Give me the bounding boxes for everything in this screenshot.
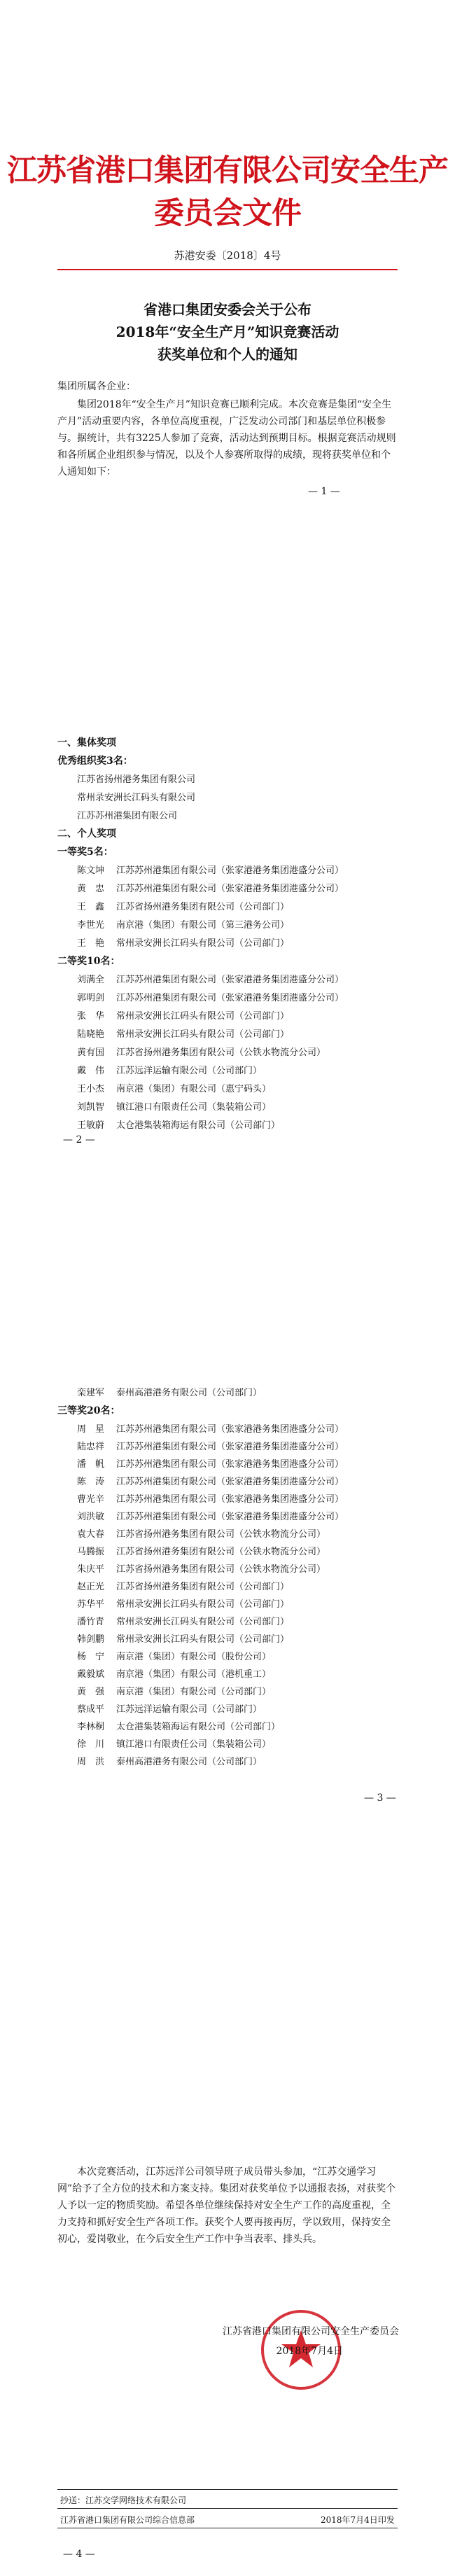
awardee-name: 朱庆平 xyxy=(77,1564,105,1575)
awardee-row xyxy=(77,1385,262,1398)
notice-title xyxy=(0,298,455,365)
notice-title-line: 2018年“安全生产月”知识竞赛活动 xyxy=(115,323,340,340)
awardee-unit: 江苏省扬州港务集团有限公司（公司部门） xyxy=(116,902,290,912)
awardee-row xyxy=(77,1008,289,1022)
awardee-row xyxy=(77,1614,289,1627)
awardee-unit: 江苏苏州港集团有限公司（张家港港务集团港盛分公司） xyxy=(116,1459,344,1470)
page-number: — 2 — xyxy=(63,1134,95,1146)
awardee-name: 戴 伟 xyxy=(77,1066,105,1076)
notice-title-line: 省港口集团安委会关于公布 xyxy=(144,301,312,318)
awardee-unit: 江苏省扬州港务集团有限公司（公铁水物流分公司） xyxy=(116,1547,326,1557)
awardee-row xyxy=(77,1649,271,1662)
document-red-header: 江苏省港口集团有限公司安全生产委员会文件 xyxy=(7,153,448,231)
section-individual-award: 二、个人奖项 xyxy=(57,828,116,840)
section-group-award: 一、集体奖项 xyxy=(57,737,116,749)
awardee-unit: 太仓港集装箱海运有限公司（公司部门） xyxy=(116,1722,281,1732)
awardee-row xyxy=(77,1754,262,1767)
awardee-name: 郭明剑 xyxy=(77,993,105,1003)
awardee-name: 周 洪 xyxy=(77,1757,105,1767)
cc-line: 抄送：江苏交学网络技术有限公司 xyxy=(60,2495,187,2505)
awardee-name: 戴毅斌 xyxy=(77,1669,105,1680)
awardee-row xyxy=(77,1736,271,1750)
awardee-name: 潘 帆 xyxy=(77,1459,105,1470)
awardee-unit: 镇江港口有限责任公司（集装箱公司） xyxy=(116,1102,272,1113)
awardee-name: 王小杰 xyxy=(77,1084,105,1094)
awardee-name: 潘竹青 xyxy=(77,1617,105,1627)
awardee-unit: 江苏苏州港集团有限公司（张家港港务集团港盛分公司） xyxy=(116,975,344,985)
awardee-row xyxy=(77,1456,344,1470)
signature: 江苏省港口集团有限公司安全生产委员会 xyxy=(223,2326,399,2337)
section-excellent-org: 优秀组织奖3名： xyxy=(57,756,133,767)
awardee-name: 王 艳 xyxy=(77,938,105,949)
awardee-row xyxy=(77,1579,289,1592)
awardee-name: 李世光 xyxy=(77,920,105,931)
awardee-row xyxy=(77,1666,271,1680)
org-item: 江苏苏州港集团有限公司 xyxy=(77,811,178,821)
awardee-unit: 南京港（集团）有限公司（股份公司） xyxy=(116,1652,272,1662)
awardee-row xyxy=(77,1474,344,1487)
awardee-unit: 太仓港集装箱海运有限公司（公司部门） xyxy=(116,1120,281,1131)
awardee-name: 韩剑鹏 xyxy=(77,1634,105,1645)
awardee-name: 苏华平 xyxy=(77,1599,105,1610)
awardee-name: 徐 川 xyxy=(77,1739,105,1750)
awardee-unit: 江苏省扬州港务集团有限公司（公司部门） xyxy=(116,1582,290,1592)
page-number: — 3 — xyxy=(364,1792,396,1804)
awardee-row xyxy=(77,990,344,1003)
awardee-unit: 江苏苏州港集团有限公司（张家港港务集团港盛分公司） xyxy=(116,1494,344,1505)
awardee-name: 栾建军 xyxy=(77,1388,105,1398)
awardee-row xyxy=(77,863,344,876)
awardee-unit: 南京港（集团）有限公司（第三港务公司） xyxy=(116,920,290,931)
awardee-unit: 常州录安洲长江码头有限公司（公司部门） xyxy=(116,1011,290,1022)
awardee-row xyxy=(77,1026,289,1040)
awardee-row xyxy=(77,935,289,949)
awardee-name: 袁大春 xyxy=(77,1529,105,1540)
footer-rule xyxy=(57,2489,398,2490)
awardee-unit: 常州录安洲长江码头有限公司（公司部门） xyxy=(116,1634,290,1645)
awardee-name: 陆忠祥 xyxy=(77,1442,105,1452)
awardee-row xyxy=(77,1701,262,1715)
awardee-name: 黄有国 xyxy=(77,1047,105,1058)
footer-rule xyxy=(57,2508,398,2509)
awardee-unit: 南京港（集团）有限公司（惠宁码头） xyxy=(116,1084,272,1094)
awardee-row xyxy=(77,1719,280,1732)
awardee-name: 马腾振 xyxy=(77,1547,105,1557)
awardee-unit: 江苏远洋运输有限公司（公司部门） xyxy=(116,1704,262,1715)
awardee-name: 黄 忠 xyxy=(77,884,105,894)
salutation: 集团所属各企业： xyxy=(57,381,136,392)
awardee-row xyxy=(77,1421,344,1435)
awardee-name: 王敏蔚 xyxy=(77,1120,105,1131)
awardee-unit: 江苏苏州港集团有限公司（张家港港务集团港盛分公司） xyxy=(116,1477,344,1487)
awardee-name: 赵正光 xyxy=(77,1582,105,1592)
org-item: 常州录安洲长江码头有限公司 xyxy=(77,793,196,803)
red-divider xyxy=(57,269,398,270)
awardee-row xyxy=(77,1491,344,1505)
awardee-name: 陆晓艳 xyxy=(77,1029,105,1040)
awardee-row xyxy=(77,1439,344,1452)
awardee-unit: 江苏苏州港集团有限公司（张家港港务集团港盛分公司） xyxy=(116,884,344,894)
awardee-unit: 常州录安洲长江码头有限公司（公司部门） xyxy=(116,938,290,949)
awardee-unit: 南京港（集团）有限公司（公司部门） xyxy=(116,1687,272,1697)
awardee-unit: 常州录安洲长江码头有限公司（公司部门） xyxy=(116,1599,290,1610)
awardee-row xyxy=(77,1118,280,1131)
awardee-row xyxy=(77,1684,271,1697)
intro-paragraph: 集团2018年“安全生产月”知识竞赛已顺利完成。本次竞赛是集团“安全生产月”活动重要内容，各单位高度重视，广泛发动公司部门和基层单位积极参与。据统计，共有3225人参加了竞赛，活动达到预期目标。根据竞赛活动规则和各所属企业组织参与情况，以及个人参赛所取得的成绩，现将获奖单位和个人通知如下： xyxy=(57,399,396,478)
awardee-row xyxy=(77,1596,289,1610)
awardee-name: 张 华 xyxy=(77,1011,105,1022)
awardee-name: 蔡成平 xyxy=(77,1704,105,1715)
notice-title-line: 获奖单位和个人的通知 xyxy=(158,346,298,363)
awardee-name: 王 鑫 xyxy=(77,902,105,912)
signature-date: 2018年7月4日 xyxy=(276,2346,343,2357)
awardee-row xyxy=(77,1544,326,1557)
section-second-prize: 二等奖10名： xyxy=(57,956,120,967)
awardee-unit: 泰州高港港务有限公司（公司部门） xyxy=(116,1388,262,1398)
awardee-unit: 江苏远洋运输有限公司（公司部门） xyxy=(116,1066,262,1076)
section-first-prize: 一等奖5名： xyxy=(57,847,113,858)
awardee-name: 陈 涛 xyxy=(77,1477,105,1487)
awardee-unit: 泰州高港港务有限公司（公司部门） xyxy=(116,1757,262,1767)
awardee-unit: 江苏省扬州港务集团有限公司（公铁水物流分公司） xyxy=(116,1529,326,1540)
awardee-row xyxy=(77,1509,344,1522)
awardee-name: 曹光辛 xyxy=(77,1494,105,1505)
awardee-name: 黄 强 xyxy=(77,1687,105,1697)
awardee-name: 刘凯智 xyxy=(77,1102,105,1113)
awardee-name: 周 星 xyxy=(77,1424,105,1435)
awardee-unit: 江苏苏州港集团有限公司（张家港港务集团港盛分公司） xyxy=(116,1424,344,1435)
org-item: 江苏省扬州港务集团有限公司 xyxy=(77,774,196,785)
awardee-unit: 江苏苏州港集团有限公司（张家港港务集团港盛分公司） xyxy=(116,865,344,876)
document-number: 苏港安委〔2018〕4号 xyxy=(174,249,281,262)
awardee-unit: 江苏苏州港集团有限公司（张家港港务集团港盛分公司） xyxy=(116,993,344,1003)
awardee-unit: 江苏苏州港集团有限公司（张家港港务集团港盛分公司） xyxy=(116,1442,344,1452)
awardee-unit: 常州录安洲长江码头有限公司（公司部门） xyxy=(116,1617,290,1627)
awardee-row xyxy=(77,1631,289,1645)
awardee-unit: 江苏省扬州港务集团有限公司（公铁水物流分公司） xyxy=(116,1564,326,1575)
awardee-row xyxy=(77,1526,326,1540)
awardee-unit: 南京港（集团）有限公司（港机重工） xyxy=(116,1669,272,1680)
awardee-name: 杨 宁 xyxy=(77,1652,105,1662)
page-number: — 4 — xyxy=(63,2549,95,2560)
awardee-row xyxy=(77,899,289,912)
awardee-name: 刘洪敏 xyxy=(77,1512,105,1522)
awardee-row xyxy=(77,881,344,894)
awardee-row xyxy=(77,1099,271,1113)
awardee-row xyxy=(77,972,344,985)
awardee-unit: 镇江港口有限责任公司（集装箱公司） xyxy=(116,1739,272,1750)
awardee-row xyxy=(77,1045,326,1058)
awardee-unit: 江苏苏州港集团有限公司（张家港港务集团港盛分公司） xyxy=(116,1512,344,1522)
closing-paragraph: 本次竞赛活动，江苏远洋公司领导班子成员带头参加，“江苏交通学习网”给予了全方位的技术和方案支持。集团对获奖单位予以通报表扬，对获奖个人予以一定的物质奖励。希望各单位继续保持对安全生产工作的高度重视，全力支持和抓好安全生产各项工作。获奖个人要再接再厉，学以致用，保持安全初心，爱岗敬业，在今后安全生产工作中争当表率、排头兵。 xyxy=(57,2166,396,2245)
awardee-row xyxy=(77,1561,326,1575)
print-date: 2018年7月4日印发 xyxy=(321,2515,395,2525)
awardee-row xyxy=(77,917,289,931)
awardee-unit: 江苏省扬州港务集团有限公司（公铁水物流分公司） xyxy=(116,1047,326,1058)
section-third-prize: 三等奖20名： xyxy=(57,1405,120,1416)
issuer: 江苏省港口集团有限公司综合信息部 xyxy=(60,2515,195,2525)
page-number: — 1 — xyxy=(308,486,340,497)
awardee-name: 刘满全 xyxy=(77,975,105,985)
awardee-unit: 常州录安洲长江码头有限公司（公司部门） xyxy=(116,1029,290,1040)
awardee-row xyxy=(77,1081,271,1094)
awardee-row xyxy=(77,1063,262,1076)
awardee-name: 陈文坤 xyxy=(77,865,105,876)
awardee-name: 李林桐 xyxy=(77,1722,105,1732)
